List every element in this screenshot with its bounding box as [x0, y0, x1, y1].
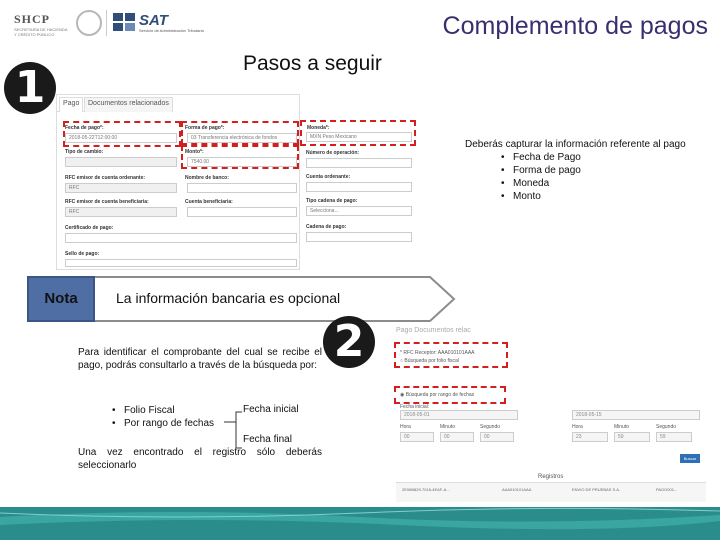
- rfc-beneficiaria-input[interactable]: RFC: [65, 207, 177, 217]
- forma-pago-select[interactable]: 03 Transferencia electrónica de fondos: [187, 133, 297, 143]
- minuto-final-select[interactable]: 59: [614, 432, 650, 442]
- side-note-item: • Fecha de Pago: [501, 151, 695, 164]
- cuenta-ordenante-label: Cuenta ordenante:: [306, 174, 351, 180]
- numero-operacion-label: Número de operación:: [306, 150, 360, 156]
- segundo-label-final: Segundo: [656, 424, 677, 430]
- fecha-inicial-input[interactable]: 2018-05-01: [400, 410, 518, 420]
- numero-operacion-input[interactable]: [306, 158, 412, 168]
- shcp-logo-text: SHCP: [14, 12, 51, 26]
- row-rfc: AAA010101AAA: [502, 487, 532, 492]
- page-title: Complemento de pagos: [442, 12, 708, 40]
- minuto-label-final: Minuto: [614, 424, 630, 430]
- sat-glyph-icon: [113, 13, 135, 31]
- sello-pago-input[interactable]: [65, 259, 297, 267]
- row-nombre: ENVIO DE PRUEBAS S.A.: [572, 487, 621, 492]
- segundo-select[interactable]: 00: [480, 432, 514, 442]
- cadena-pago-label: Cadena de pago:: [306, 224, 347, 230]
- fecha-inicial-field-label: Fecha inicial:: [400, 404, 430, 410]
- highlight-folio-fiscal: [394, 342, 508, 368]
- logo-divider: [106, 10, 107, 36]
- sat-logo-text: SAT: [139, 12, 168, 29]
- buscar-button[interactable]: Buscar: [680, 454, 700, 463]
- rfc-beneficiaria-label: RFC emisor de cuenta beneficiaria:: [65, 199, 149, 205]
- moneda-select[interactable]: MXN Peso Mexicano: [306, 132, 412, 142]
- table-row[interactable]: [396, 482, 706, 502]
- search-option-item: • Folio Fiscal: [112, 404, 214, 417]
- nota-text: La información bancaria es opcional: [116, 290, 341, 306]
- rfc-receptor-line: * RFC Receptor: AAA010101AAA: [400, 350, 475, 356]
- tipo-cadena-label: Tipo cadena de pago:: [306, 198, 358, 204]
- certificado-pago-label: Certificado de pago:: [65, 225, 114, 231]
- fecha-pago-label: Fecha de pago*:: [65, 125, 104, 131]
- highlight-rango-fechas: [394, 386, 506, 404]
- rango-fechas-radio[interactable]: ◉ Búsqueda por rango de fechas: [400, 392, 475, 398]
- rfc-ordenante-label: RFC emisor de cuenta ordenante:: [65, 175, 146, 181]
- side-note-item: • Forma de pago: [501, 164, 695, 177]
- minuto-select[interactable]: 00: [440, 432, 474, 442]
- minuto-label: Minuto: [440, 424, 456, 430]
- sello-pago-label: Sello de pago:: [65, 251, 100, 257]
- tab-documentos-relacionados[interactable]: Documentos relacionados: [84, 97, 173, 112]
- fecha-final-label: Fecha final: [243, 434, 292, 445]
- shcp-logo-subtext: SECRETARÍA DE HACIENDA Y CRÉDITO PÚBLICO: [14, 27, 68, 37]
- side-note-item: • Monto: [501, 190, 695, 203]
- monto-input[interactable]: 7540.00: [187, 157, 297, 167]
- sat-logo: [113, 12, 203, 36]
- sat-logo-subtext: Servicio de Administración Tributaria: [139, 28, 204, 33]
- search-options-list: [112, 404, 214, 430]
- page-subtitle: Pasos a seguir: [243, 52, 382, 75]
- form-tab-bar: [57, 95, 169, 112]
- fecha-pago-input[interactable]: 2018-05-22T12:00:00: [65, 133, 177, 143]
- tab-pago[interactable]: Pago: [59, 97, 83, 112]
- segundo-final-select[interactable]: 59: [656, 432, 692, 442]
- certificado-pago-input[interactable]: [65, 233, 297, 243]
- mexico-seal-icon: [76, 10, 102, 36]
- registros-heading: Registros: [538, 474, 564, 480]
- nombre-banco-input[interactable]: [187, 183, 297, 193]
- side-note: [465, 138, 695, 203]
- side-note-item: • Moneda: [501, 177, 695, 190]
- cuenta-beneficiaria-input[interactable]: [187, 207, 297, 217]
- side-note-list: [501, 151, 695, 203]
- nota-badge: Nota: [27, 276, 95, 322]
- side-note-text: Deberás capturar la información referente al pago: [465, 139, 686, 150]
- highlight-moneda: [300, 120, 416, 146]
- search-option-item: • Por rango de fechas: [112, 417, 214, 430]
- forma-pago-label: Forma de pago*:: [185, 125, 225, 131]
- search-form-tabs[interactable]: Pago Documentos relac: [396, 327, 471, 334]
- hora-select[interactable]: 00: [400, 432, 434, 442]
- footer-waves: [0, 507, 720, 540]
- tipo-cambio-label: Tipo de cambio:: [65, 149, 104, 155]
- step-one-badge: 1: [4, 62, 56, 114]
- tipo-cambio-input[interactable]: [65, 157, 177, 167]
- monto-label: Monto*:: [185, 149, 204, 155]
- nombre-banco-label: Nombre de banco:: [185, 175, 229, 181]
- select-record-instructions: Una vez encontrado el registro sólo deberás seleccionarlo: [78, 447, 322, 471]
- moneda-label: Moneda*:: [307, 125, 330, 131]
- highlight-monto: [181, 145, 299, 169]
- rfc-ordenante-input[interactable]: RFC: [65, 183, 177, 193]
- highlight-forma-pago: [181, 121, 299, 145]
- row-total: PAGO001...: [656, 487, 678, 492]
- step-two-badge: 2: [323, 316, 375, 368]
- row-uuid: 2E06B829-7016-4EAF-A...: [402, 487, 450, 492]
- hora-label: Hora: [400, 424, 411, 430]
- cadena-pago-input[interactable]: [306, 232, 412, 242]
- hora-label-final: Hora: [572, 424, 583, 430]
- cuenta-ordenante-input[interactable]: [306, 182, 412, 192]
- highlight-fecha-pago: [63, 121, 181, 147]
- tipo-cadena-select[interactable]: Selecciona...: [306, 206, 412, 216]
- shcp-logo: [10, 8, 105, 40]
- footer-band: [0, 507, 720, 540]
- segundo-label: Segundo: [480, 424, 501, 430]
- search-form-screenshot: [392, 324, 710, 504]
- cuenta-beneficiaria-label: Cuenta beneficiaria:: [185, 199, 233, 205]
- fecha-final-input[interactable]: 2018-05-15: [572, 410, 700, 420]
- folio-fiscal-radio[interactable]: ○ Búsqueda por folio fiscal: [400, 358, 459, 364]
- search-instructions: Para identificar el comprobante del cual se recibe el pago, podrás consultarlo a través de la búsqueda por:: [78, 347, 322, 371]
- fecha-inicial-label: Fecha inicial: [243, 404, 299, 415]
- hora-final-select[interactable]: 23: [572, 432, 608, 442]
